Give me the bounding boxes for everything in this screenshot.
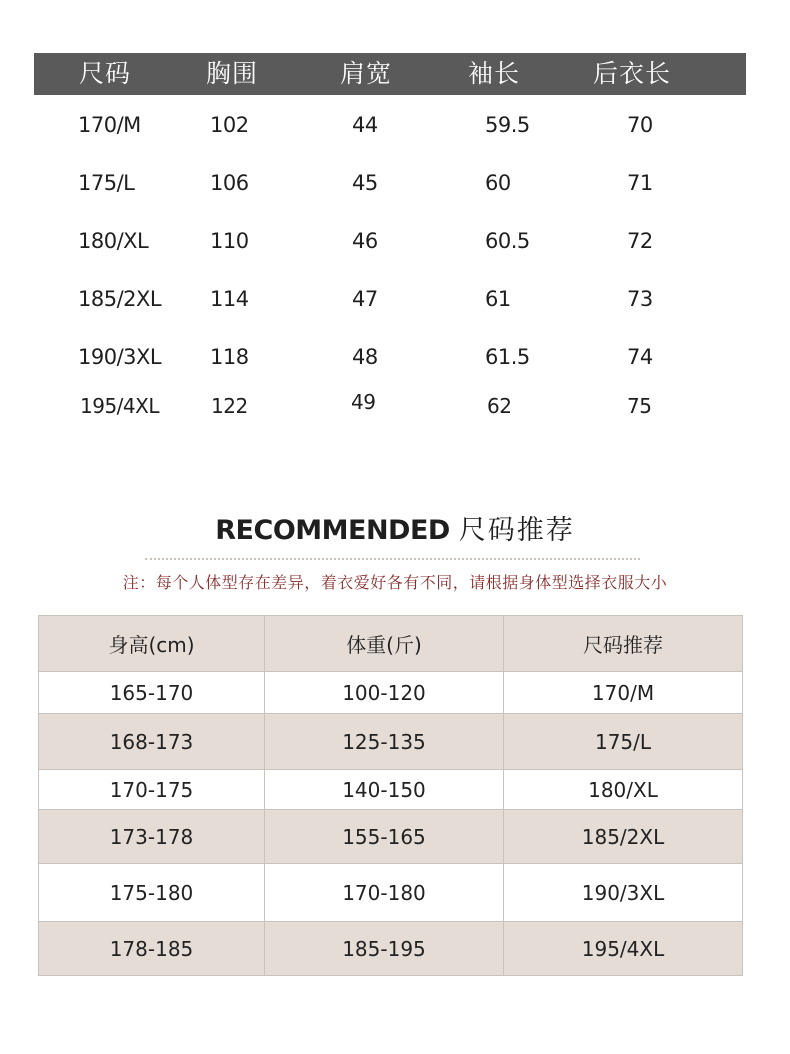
size-cell-size: 175/L [78, 171, 135, 195]
size-cell-sleeve: 61 [485, 287, 511, 311]
size-cell-chest: 110 [210, 229, 249, 253]
cell-size: 180/XL [588, 777, 658, 802]
size-cell-back-length: 71 [627, 171, 653, 195]
size-cell-back-length: 73 [627, 287, 653, 311]
cell-size: 175/L [594, 729, 652, 754]
cell-weight: 125-135 [265, 714, 504, 769]
size-row [0, 391, 790, 421]
size-cell-shoulder: 45 [352, 171, 378, 195]
table-row [39, 714, 742, 770]
size-header-chest: 胸围 [206, 59, 259, 88]
size-cell-size: 170/M [78, 113, 141, 137]
table-row [39, 810, 742, 864]
recommendation-title-cn: 尺码推荐 [458, 515, 575, 546]
cell-height: 165-170 [39, 672, 265, 713]
size-cell-shoulder: 48 [352, 345, 378, 369]
size-row [0, 342, 790, 372]
size-row [0, 168, 790, 198]
header-height: 身高(cm) [39, 616, 265, 671]
table-row [39, 770, 742, 810]
size-cell-sleeve: 62 [487, 394, 512, 418]
size-cell-size: 185/2XL [78, 287, 162, 311]
cell-size: 170/M [591, 680, 655, 705]
recommendation-title [0, 508, 790, 547]
size-header-sleeve: 袖长 [468, 59, 521, 88]
size-header-back-length: 后衣长 [593, 59, 672, 88]
header-recommended-size: 尺码推荐 [583, 633, 663, 657]
size-chart-header [34, 53, 746, 95]
recommendation-table [38, 615, 743, 976]
size-cell-sleeve: 61.5 [485, 345, 530, 369]
size-cell-chest: 118 [210, 345, 249, 369]
cell-size: 185/2XL [581, 824, 665, 849]
size-row [0, 110, 790, 140]
size-row [0, 284, 790, 314]
size-cell-sleeve: 60 [485, 171, 511, 195]
size-cell-shoulder: 44 [352, 113, 378, 137]
size-cell-back-length: 72 [627, 229, 653, 253]
size-cell-sleeve: 60.5 [485, 229, 530, 253]
size-cell-chest: 106 [210, 171, 249, 195]
cell-height: 173-178 [39, 810, 265, 863]
fit-note: 注：每个人体型存在差异，着衣爱好各有不同，请根据身体型选择衣服大小 [122, 573, 668, 592]
size-cell-back-length: 75 [627, 394, 652, 418]
cell-weight: 155-165 [265, 810, 504, 863]
cell-weight: 100-120 [265, 672, 504, 713]
size-cell-shoulder: 46 [352, 229, 378, 253]
size-cell-size: 195/4XL [80, 394, 159, 418]
size-cell-size: 180/XL [78, 229, 149, 253]
size-cell-back-length: 74 [627, 345, 653, 369]
cell-weight: 185-195 [265, 922, 504, 975]
size-cell-chest: 102 [210, 113, 249, 137]
title-divider [145, 558, 640, 560]
size-cell-back-length: 70 [627, 113, 653, 137]
size-cell-chest: 114 [210, 287, 249, 311]
cell-height: 175-180 [39, 864, 265, 921]
size-cell-sleeve: 59.5 [485, 113, 530, 137]
cell-weight: 170-180 [265, 864, 504, 921]
size-row [0, 226, 790, 256]
table-row [39, 672, 742, 714]
cell-height: 170-175 [39, 770, 265, 809]
cell-height: 178-185 [39, 922, 265, 975]
size-cell-size: 190/3XL [78, 345, 162, 369]
cell-size: 190/3XL [581, 880, 665, 905]
size-header-size: 尺码 [79, 59, 132, 88]
size-header-shoulder: 肩宽 [340, 59, 393, 88]
recommendation-title-en: RECOMMENDED [215, 515, 450, 546]
table-row [39, 864, 742, 922]
size-cell-shoulder: 47 [352, 287, 378, 311]
cell-size: 195/4XL [581, 936, 665, 961]
cell-height: 168-173 [39, 714, 265, 769]
cell-weight: 140-150 [265, 770, 504, 809]
table-row [39, 922, 742, 975]
recommendation-header-row [39, 616, 742, 672]
size-cell-shoulder: 49 [351, 390, 376, 414]
header-weight: 体重(斤) [265, 616, 504, 671]
size-cell-chest: 122 [211, 394, 248, 418]
